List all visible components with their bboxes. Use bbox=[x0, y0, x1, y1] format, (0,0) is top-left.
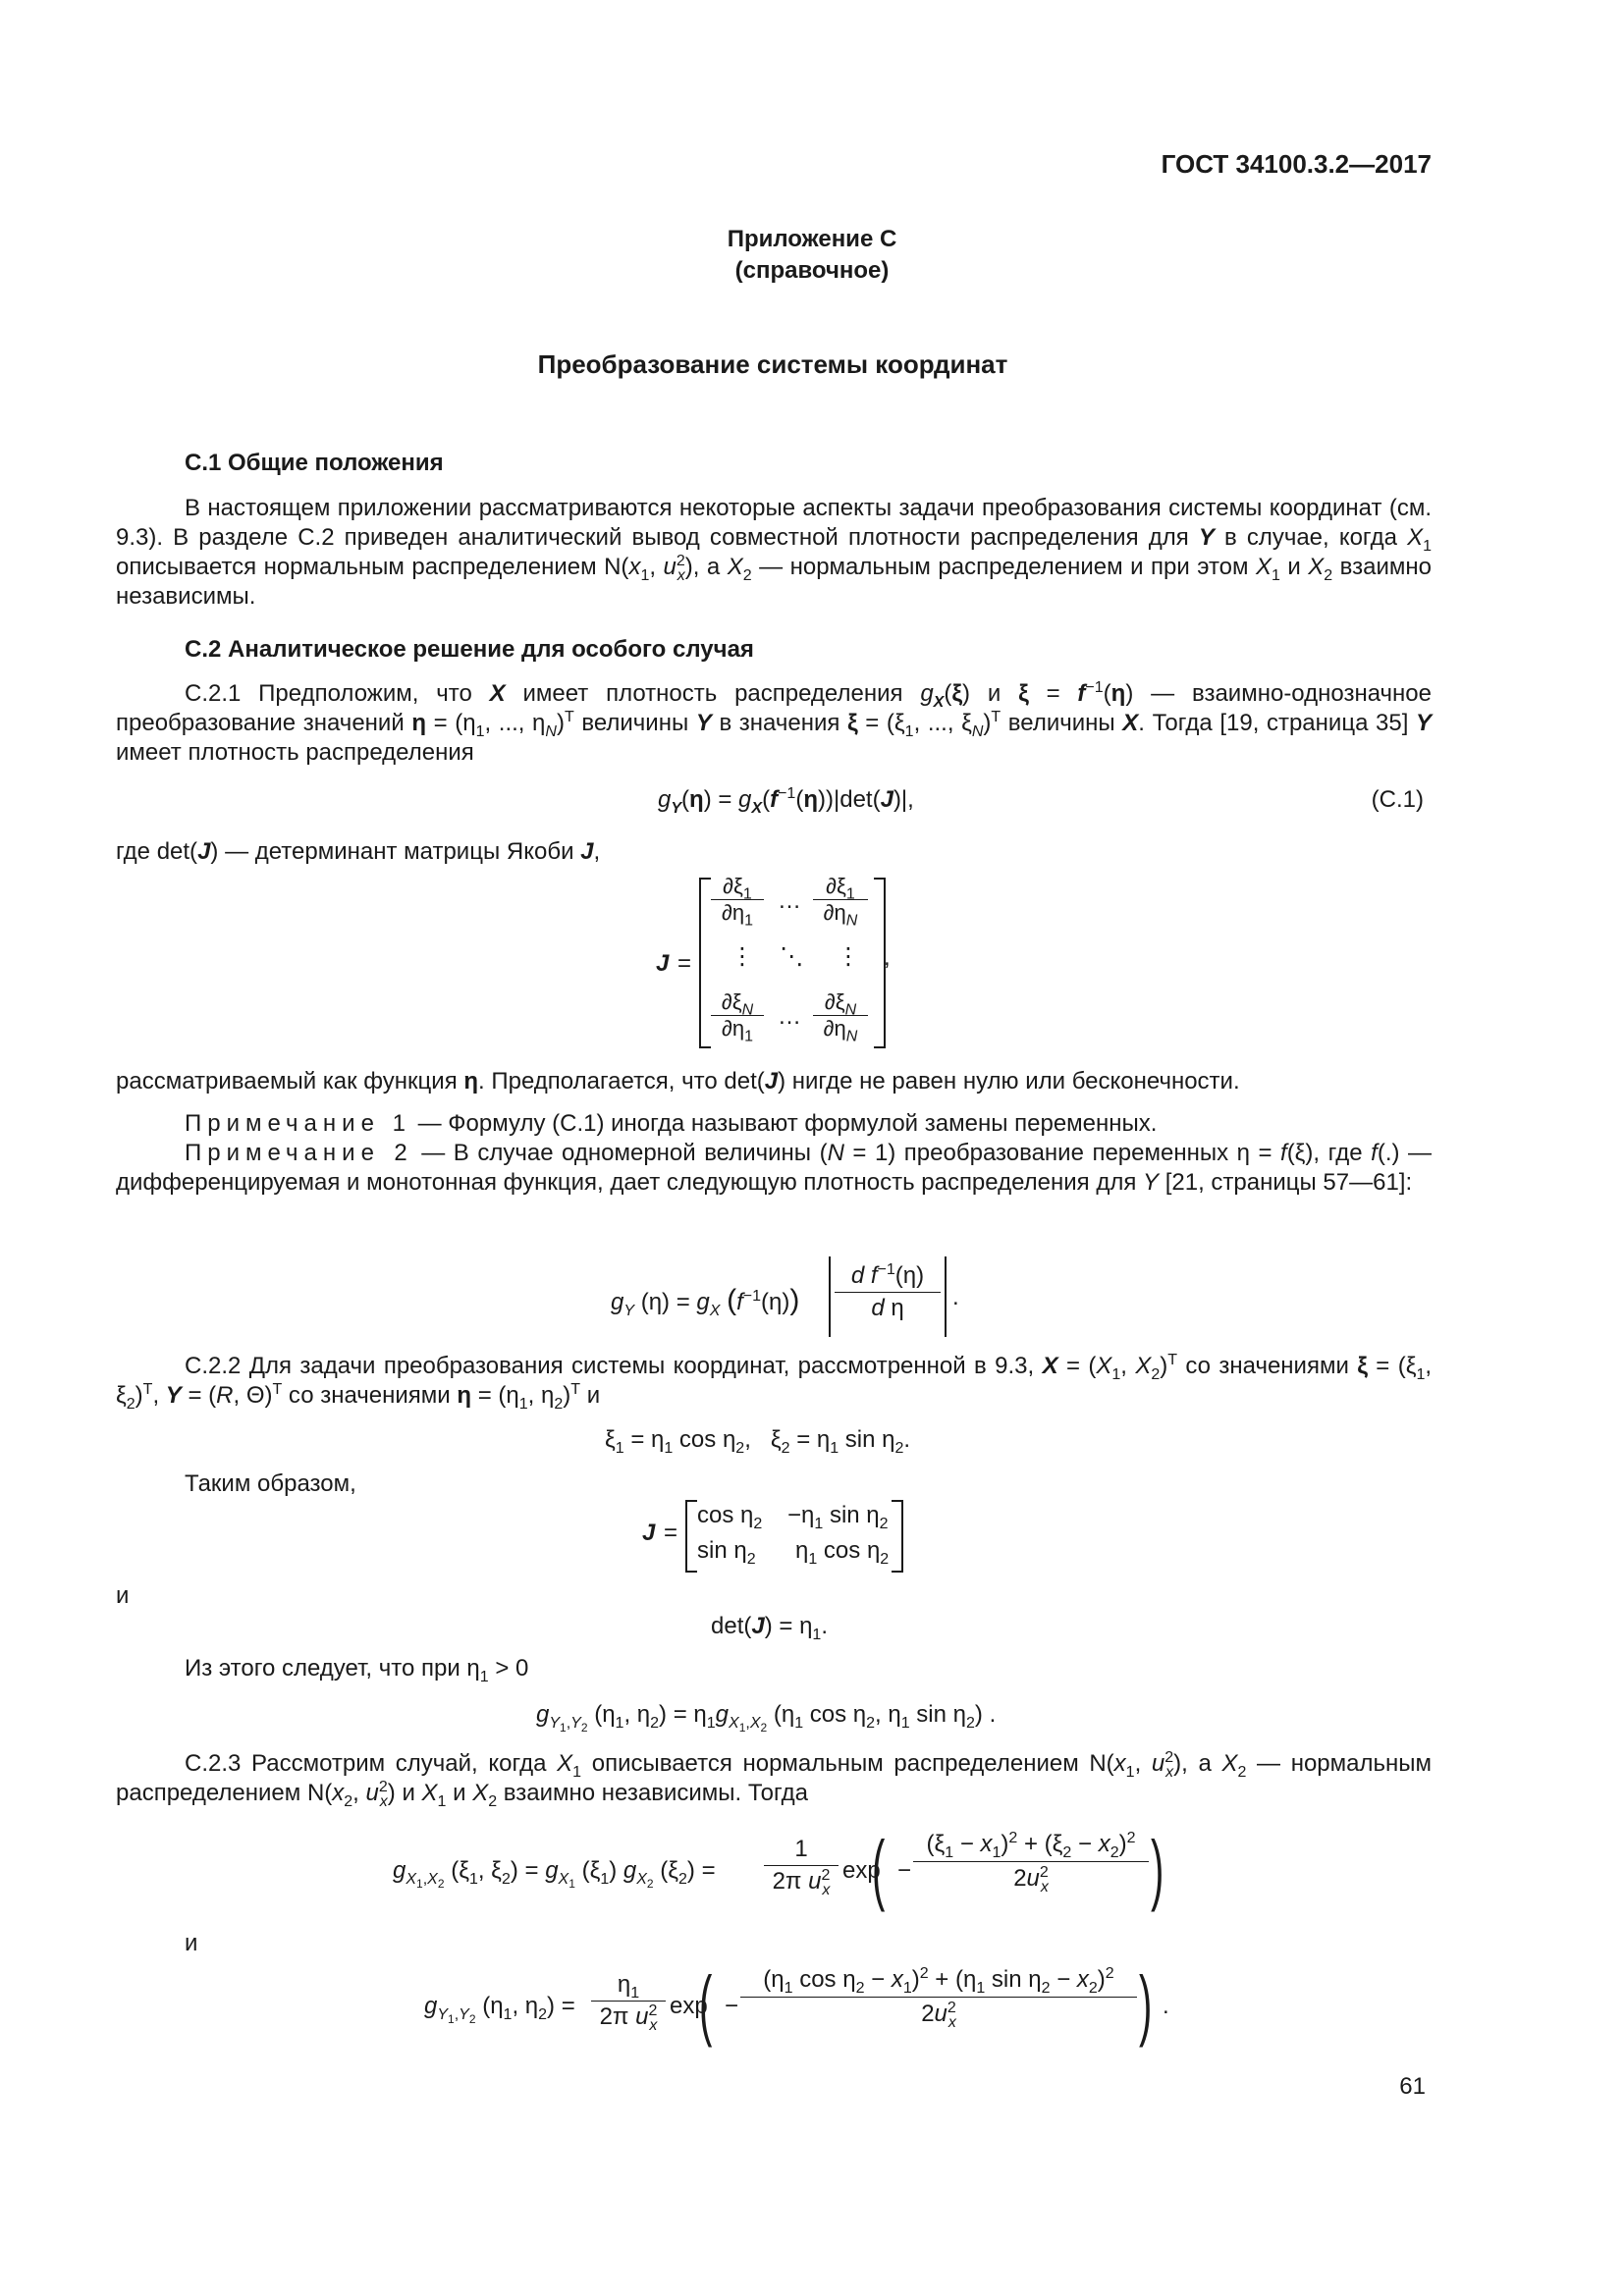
c21-paragraph: С.2.1 Предположим, что X имеет плотность распределения $g_X(\xi)$ и $\xi = f^{-1}(\eta)$ — взаимно-однозначное преобразование значений $\eta = (\eta_1$, ..., $\eta_N)^T$ величины Y в значения $\xi = (\xi_1$, ..., $\xi_N)^T$ величины X. Тогда [19, страница 35] Y имеет плотность распределения bbox=[116, 679, 1433, 766]
thus-line: Таким образом, bbox=[185, 1470, 356, 1497]
and-line-2: и bbox=[185, 1930, 198, 1956]
and-line-1: и bbox=[116, 1582, 130, 1609]
follows-line: Из этого следует, что при $\eta_1 > 0$ bbox=[185, 1655, 529, 1685]
standard-header: ГОСТ 34100.3.2—2017 bbox=[1161, 149, 1432, 179]
equation-joint-cartesian: $g_{X_1,X_2}$ ($\xi_1$, $\xi_2) = g_{X_1}$ $(\xi_1)$ $g_{X_2}$ $(\xi_2)$ = 1 2π $u^2_x$ exp ( − $(\xi_1 - x_1)^2 + (\xi_2 - x_2)^2$ $2u^2_x$ ) bbox=[393, 1825, 1164, 1912]
appendix-heading: Преобразование системы координат bbox=[537, 349, 1008, 379]
note-1: Примечание 1 — Формулу (С.1) иногда называют формулой замены переменных. bbox=[185, 1110, 1158, 1137]
equation-1d-density: $g_Y$ $(\eta) = g_X$ $(f^{-1}(\eta))$ d $f^{-1}(\eta)$ d η . bbox=[609, 1255, 962, 1343]
equation-polar: $\xi_1 = \eta_1$ $\cos \eta_2$, $\xi_2 = \eta_1$ $\sin \eta_2$. bbox=[605, 1426, 911, 1457]
c23-paragraph: С.2.3 Рассмотрим случай, когда $X_1$ описывается нормальным распределением $N(x_1$, $u^2_x$), а $X_2$ — нормальным распределением $N(x_2$, $u^2_x$) и $X_1$ и $X_2$ взаимно независимы. Тогда bbox=[116, 1749, 1433, 1810]
equation-det: $\det(J) = \eta_1$. bbox=[711, 1613, 828, 1643]
equation-c1: $g_Y(\eta) = g_X(f^{-1}(\eta))|\det(J)|$, bbox=[658, 785, 914, 817]
section-c1-paragraph: В настоящем приложении рассматриваются некоторые аспекты задачи преобразования системы координат (см. 9.3). В разделе С.2 приведен аналитический вывод совместной плотности распределения для Y в случае, когда $X_1$ описывается нормальным распределением $N(x_1$, $u^2_x$), а $X_2$ — нормальным распределением и при этом $X_1$ и $X_2$ взаимно независимы. bbox=[116, 495, 1433, 610]
equation-joint-polar-explicit: $g_{Y_1,Y_2}$ ($\eta_1$, $\eta_2$) = $\eta_1$ 2π $u^2_x$ exp ( − ($\eta_1$ $\cos \eta_2 - x_1)^2 + (\eta_1$ $\sin \eta_2 - x_2)^2$ $2u^2_x$ ) . bbox=[424, 1960, 1169, 2048]
where-line: где det(J) — детерминант матрицы Якоби J, bbox=[116, 838, 601, 865]
jacobian-2x2: J = $\cos \eta_2$ $-\eta_1$ $\sin \eta_2$ $\sin \eta_2$ $\eta_1$ $\cos \eta_2$ bbox=[642, 1498, 917, 1573]
section-c1-heading: С.1 Общие положения bbox=[185, 450, 444, 476]
equation-c1-label: (С.1) bbox=[1371, 786, 1424, 813]
page-number: 61 bbox=[1399, 2073, 1426, 2100]
equation-joint-polar: $g_{Y_1,Y_2}$ ($\eta_1$, $\eta_2) = \eta_1g_{X_1,X_2}$ ($\eta_1$ $\cos \eta_2$, $\eta_1$ $\sin \eta_2$) . bbox=[536, 1701, 997, 1735]
jacobian-matrix: J = , $\partial\xi_1$ $\partial\eta_1$ … $\partial\xi_1$ $\partial\eta_N$ ⋮ ⋱ ⋮ $\partial\xi_N$ $\partial\eta_1$ … $\partial\xi_N$ $\partial\eta_N$ bbox=[656, 874, 901, 1055]
considered-line: рассматриваемый как функция η. Предполагается, что det(J) нигде не равен нулю или бесконечности. bbox=[116, 1068, 1240, 1095]
appendix-kind: (справочное) bbox=[734, 257, 890, 284]
c22-paragraph: С.2.2 Для задачи преобразования системы координат, рассмотренной в 9.3, $X = (X_1$, $X_2)^T$ со значениями $\xi = (\xi_1$, $\xi_2)^T$, Y = (R, Θ)$^T$ со значениями $\eta = (\eta_1$, $\eta_2)^T$ и bbox=[116, 1352, 1433, 1413]
note-2: Примечание 2 — В случае одномерной величины (N = 1) преобразование переменных η = f(ξ), где f(.) — дифференцируемая и монотонная функция, дает следующую плотность распределения для Y [21, страницы 57—61]: bbox=[116, 1140, 1432, 1196]
section-c2-heading: С.2 Аналитическое решение для особого случая bbox=[185, 636, 754, 663]
appendix-title: Приложение С bbox=[727, 226, 897, 252]
